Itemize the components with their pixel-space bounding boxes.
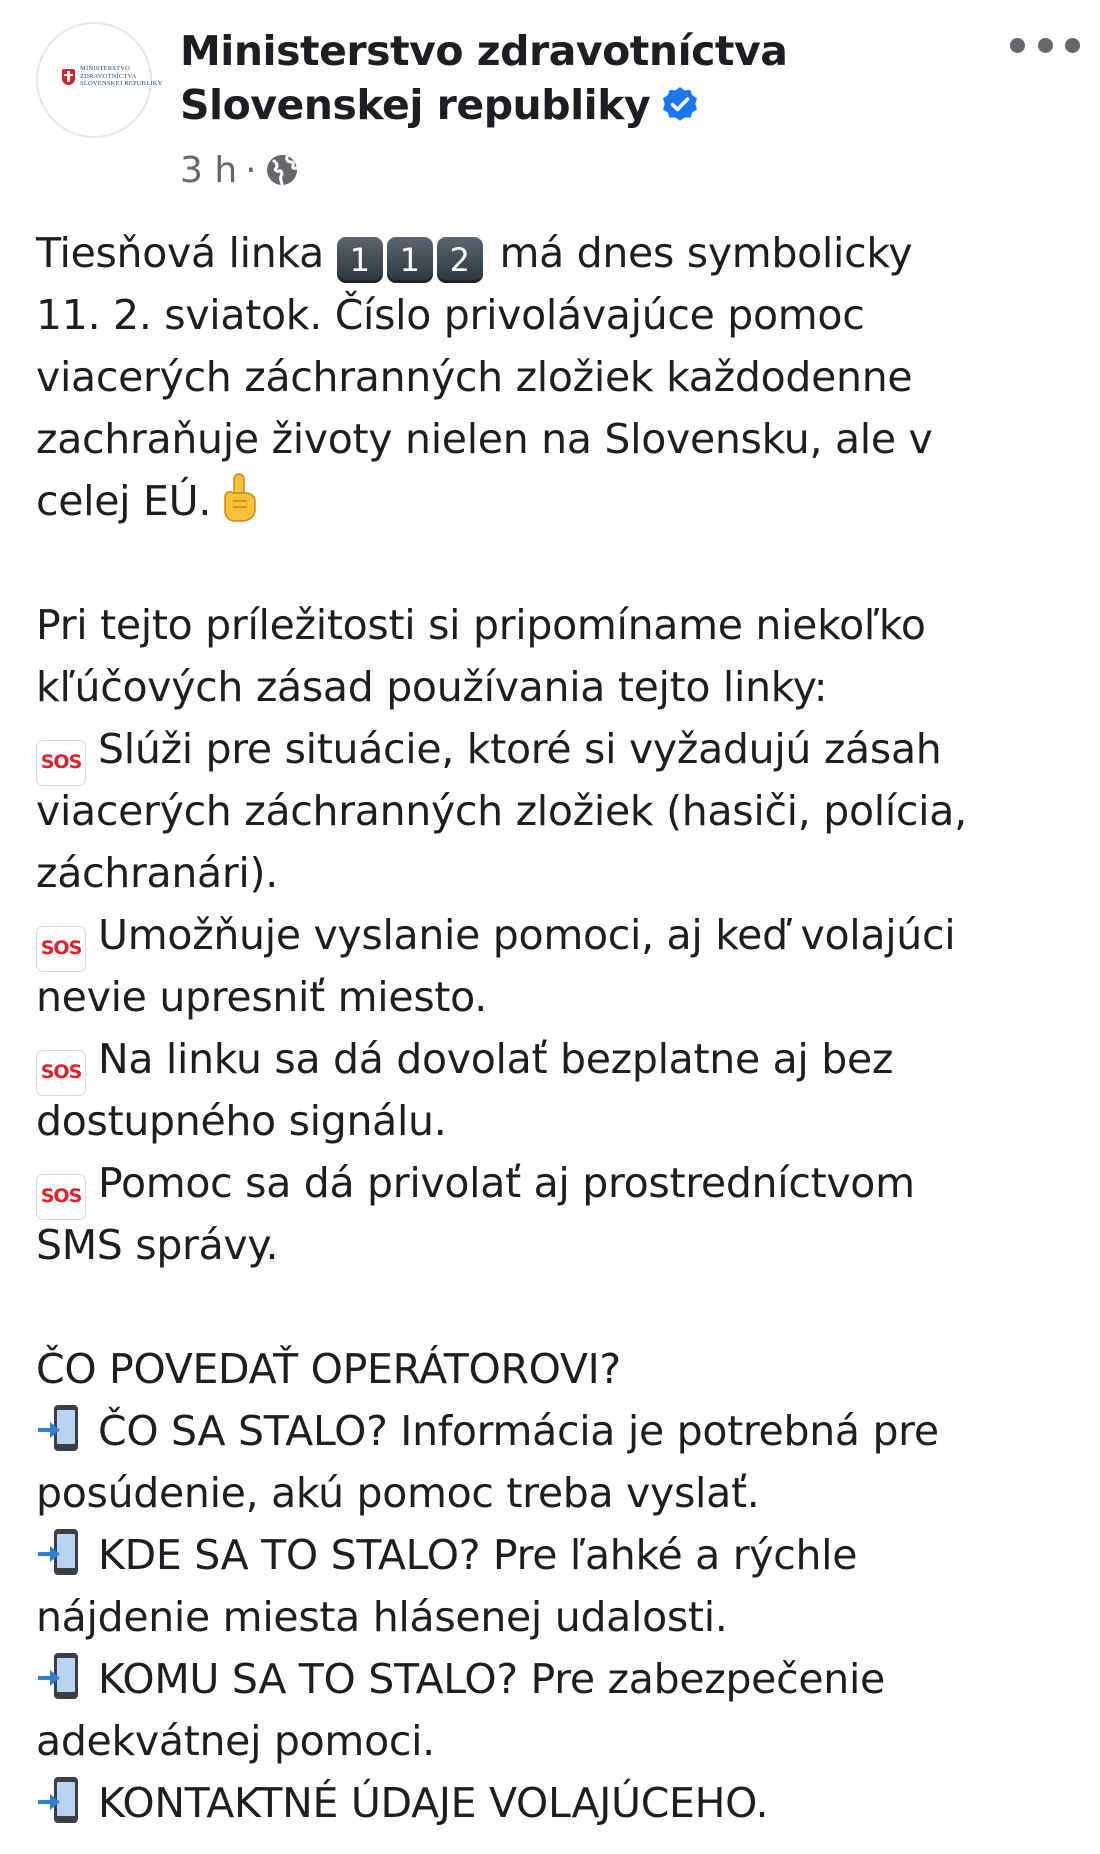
intro-text: Tiesňová linka bbox=[36, 229, 324, 277]
operator-text: KONTAKTNÉ ÚDAJE VOLAJÚCEHO. bbox=[98, 1779, 769, 1827]
operator-text: KOMU SA TO STALO? Pre zabezpečenie bbox=[98, 1655, 885, 1703]
globe-icon[interactable] bbox=[265, 153, 299, 187]
text-line bbox=[36, 1152, 1086, 1214]
text-line: viacerých záchranných zložiek každodenne bbox=[36, 353, 913, 401]
keycap-digit-icon: 1 bbox=[337, 237, 383, 283]
text-line: posúdenie, akú pomoc treba vyslať. bbox=[36, 1469, 760, 1517]
text-line bbox=[36, 718, 1086, 780]
text-line: záchranári). bbox=[36, 849, 278, 897]
text-line bbox=[36, 1524, 1086, 1586]
phone-arrow-icon bbox=[36, 1526, 88, 1578]
page-avatar[interactable] bbox=[36, 22, 163, 138]
text-line: zachraňuje životy nielen na Slovensku, ale v bbox=[36, 415, 933, 463]
point-up-icon bbox=[219, 471, 259, 523]
page-name-line2[interactable] bbox=[180, 78, 940, 132]
text-line bbox=[36, 470, 1086, 532]
text-line bbox=[36, 904, 1086, 966]
principle-text: Na linku sa dá dovolať bezplatne aj bez bbox=[98, 1035, 894, 1083]
avatar-logo-line: SLOVENSKEJ REPUBLIKY bbox=[80, 80, 163, 87]
principle-text: Pomoc sa dá privolať aj prostredníctvom bbox=[98, 1159, 915, 1207]
phone-arrow-icon bbox=[36, 1402, 88, 1454]
intro-text: celej EÚ. bbox=[36, 477, 212, 525]
page-name[interactable] bbox=[180, 24, 940, 132]
verified-badge-icon bbox=[660, 85, 700, 125]
text-line: nájdenie miesta hlásenej udalosti. bbox=[36, 1593, 728, 1641]
avatar-logo-text bbox=[80, 65, 163, 88]
intro-text: má dnes symbolicky bbox=[499, 229, 913, 277]
page-name-line2-text[interactable]: Slovenskej republiky bbox=[180, 81, 651, 129]
post-time[interactable]: 3 h bbox=[180, 150, 238, 191]
text-line bbox=[36, 1772, 1086, 1834]
text-line: dostupného signálu. bbox=[36, 1097, 447, 1145]
meta-separator: · bbox=[245, 150, 257, 191]
coat-of-arms-icon bbox=[62, 69, 75, 85]
post-meta bbox=[180, 148, 299, 194]
sos-icon: SOS bbox=[36, 926, 86, 972]
post-header bbox=[0, 0, 1100, 200]
phone-arrow-icon bbox=[36, 1774, 88, 1826]
page-name-line1[interactable]: Ministerstvo zdravotníctva bbox=[180, 27, 788, 75]
sos-icon: SOS bbox=[36, 1174, 86, 1220]
avatar-logo-line: ZDRAVOTNÍCTVA bbox=[80, 72, 137, 80]
phone-arrow-icon bbox=[36, 1650, 88, 1702]
keycap-digit-icon: 2 bbox=[437, 237, 483, 283]
more-dots-icon[interactable] bbox=[1010, 30, 1080, 60]
text-line: nevie upresniť miesto. bbox=[36, 973, 487, 1021]
text-line: adekvátnej pomoci. bbox=[36, 1717, 435, 1765]
operator-text: ČO SA STALO? Informácia je potrebná pre bbox=[98, 1407, 939, 1455]
avatar-logo-line: MINISTERSTVO bbox=[80, 65, 131, 72]
operator-text: KDE SA TO STALO? Pre ľahké a rýchle bbox=[98, 1531, 858, 1579]
keycap-digit-icon: 1 bbox=[387, 237, 433, 283]
text-line bbox=[36, 1648, 1086, 1710]
section-heading: ČO POVEDAŤ OPERÁTOROVI? bbox=[36, 1345, 621, 1393]
post-text bbox=[36, 222, 1086, 1834]
text-line bbox=[36, 222, 1086, 284]
text-line: viacerých záchranných zložiek (hasiči, polícia, bbox=[36, 787, 967, 835]
sos-icon: SOS bbox=[36, 1050, 86, 1096]
text-line bbox=[36, 1400, 1086, 1462]
text-line: Pri tejto príležitosti si pripomíname niekoľko bbox=[36, 601, 926, 649]
text-line: SMS správy. bbox=[36, 1221, 279, 1269]
text-line bbox=[36, 1028, 1086, 1090]
principle-text: Slúži pre situácie, ktoré si vyžadujú zásah bbox=[98, 725, 942, 773]
principle-text: Umožňuje vyslanie pomoci, aj keď volajúci bbox=[98, 911, 956, 959]
blank-line bbox=[36, 1276, 1086, 1338]
text-line: kľúčových zásad používania tejto linky: bbox=[36, 663, 828, 711]
blank-line bbox=[36, 532, 1086, 594]
text-line: 11. 2. sviatok. Číslo privolávajúce pomoc bbox=[36, 291, 865, 339]
sos-icon: SOS bbox=[36, 740, 86, 786]
